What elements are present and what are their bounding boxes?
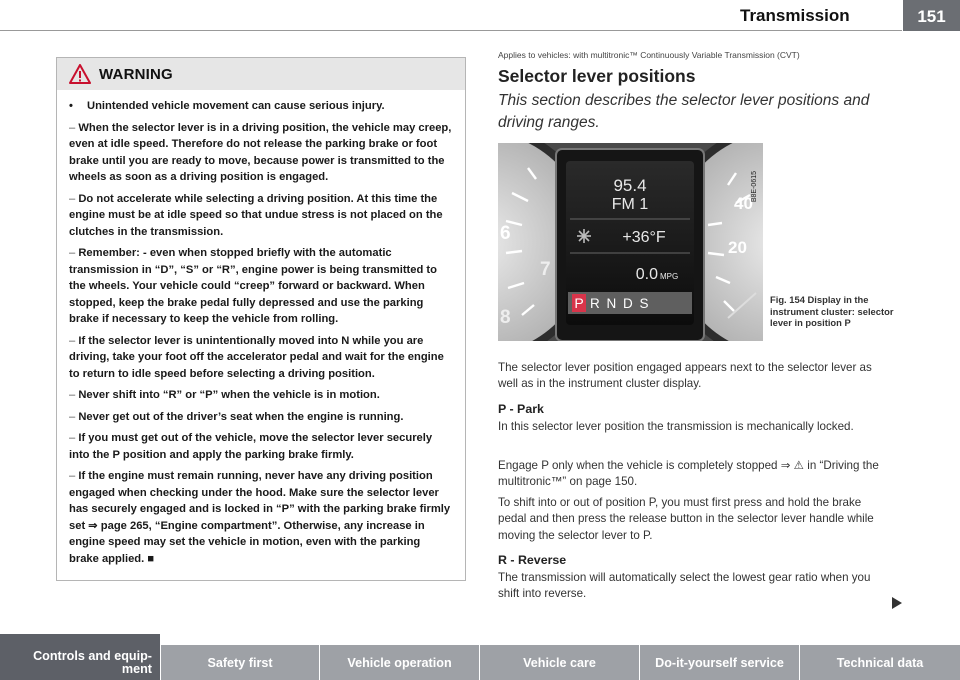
section-title: Selector lever positions xyxy=(498,66,696,86)
warning-box xyxy=(56,57,466,581)
tab-controls-and-equipment[interactable] xyxy=(0,634,160,680)
radio-station: FM 1 xyxy=(611,196,649,213)
tab-do-it-yourself-service[interactable]: Do-it-yourself service xyxy=(640,645,799,680)
tab-label: ment xyxy=(121,662,152,676)
applies-to: Applies to vehicles: with multitronic™ Continuously Variable Transmission (CVT) xyxy=(498,50,800,60)
cluster-illustration xyxy=(498,143,763,341)
warning-body xyxy=(57,90,465,567)
subheading-park: P - Park xyxy=(498,402,544,416)
fuel-economy-value: 0.0 xyxy=(635,266,658,283)
footer-nav xyxy=(0,634,960,680)
warning-header xyxy=(57,58,465,90)
body-paragraph: The transmission will automatically select the lowest gear ratio when you shift into reverse. xyxy=(498,571,871,601)
gauge-label-40: 40 xyxy=(734,194,753,213)
tab-technical-data[interactable]: Technical data xyxy=(800,645,960,680)
section-intro: This section describes the selector lever positions and driving ranges. xyxy=(498,92,870,131)
warning-title: WARNING xyxy=(99,65,173,83)
tab-vehicle-care[interactable]: Vehicle care xyxy=(480,645,639,680)
gauge-label-8: 8 xyxy=(500,307,511,328)
outside-temperature: +36°F xyxy=(622,229,666,246)
warning-item: – When the selector lever is in a driving position, the vehicle may creep, even at idle speed. Therefore do not release the parking brake or foot brake until you are ready to move, because power is transmitted to the wheels as soon as a driving position is engaged. xyxy=(69,121,452,183)
warning-item: – Never shift into “R” or “P” when the vehicle is in motion. xyxy=(69,389,380,401)
radio-frequency: 95.4 xyxy=(613,176,647,195)
body-paragraph: The selector lever position engaged appears next to the selector lever as well as in the instrument cluster display. xyxy=(498,361,872,391)
warning-item: – If the selector lever is unintentionally moved into N while you are driving, take your foot off the accelerator pedal and wait for the engine to return to idle speed before selecting a driving position. xyxy=(69,334,444,380)
continue-arrow-icon xyxy=(892,597,902,609)
subheading-reverse: R - Reverse xyxy=(498,553,567,567)
warning-item: – Remember: - even when stopped briefly with the automatic transmission in “D”, “S” or “R”, engine power is being transmitted to the wheels. Your vehicle could “creep” forward or backward. When stopped, keep the brake pedal fully depressed and use the parking brake if necessary to keep the vehicle from rolling. xyxy=(69,247,437,325)
warning-item: – Do not accelerate while selecting a driving position. At this time the engine must be at idle speed so that undue stress is not placed on the clutches in the transmission. xyxy=(69,192,443,238)
figure-caption: Fig. 154 Display in the instrument cluster: selector lever in position P xyxy=(770,294,894,328)
body-paragraph: In this selector lever position the transmission is mechanically locked. xyxy=(498,420,854,433)
chapter-title: Transmission xyxy=(740,6,850,25)
figure-code: B8E-0615 xyxy=(751,171,758,203)
header-rule xyxy=(0,30,902,31)
tab-vehicle-operation[interactable]: Vehicle operation xyxy=(320,645,479,680)
warning-item: – Never get out of the driver’s seat when the engine is running. xyxy=(69,410,404,423)
warning-triangle-icon xyxy=(69,64,91,84)
body-paragraph: Engage P only when the vehicle is completely stopped ⇒ ⚠ in “Driving the multitronic™” on page 150. xyxy=(498,459,879,489)
page-number: 151 xyxy=(903,0,960,31)
body-paragraph: To shift into or out of position P, you must first press and hold the brake pedal and then press the release button in the selector lever handle while moving the selector lever to P. xyxy=(498,496,874,542)
warning-item: – If you must get out of the vehicle, move the selector lever securely into the P position and apply the parking brake firmly. xyxy=(69,432,433,461)
warning-item: – If the engine must remain running, never have any driving position engaged when checking under the hood. Make sure the selector lever has securely engaged and is locked in “P” with the parking brake firmly set ⇒ page 265, “Engine compartment”. Otherwise, any increase in engine speed may set the vehicle in motion, even with the parking brake applied. ■ xyxy=(69,470,451,565)
tab-label: Controls and equip- xyxy=(33,649,152,663)
other-gears: R N D S xyxy=(590,296,651,311)
instrument-cluster-figure xyxy=(498,143,763,341)
gauge-label-7: 7 xyxy=(540,259,551,280)
selected-gear: P xyxy=(574,295,584,311)
snowflake-icon xyxy=(577,229,591,243)
warning-lead: Unintended vehicle movement can cause serious injury. xyxy=(87,100,385,112)
gauge-label-6: 6 xyxy=(500,223,511,244)
tab-safety-first[interactable]: Safety first xyxy=(161,645,319,680)
bullet-icon: • xyxy=(69,100,73,112)
gauge-label-20: 20 xyxy=(728,238,747,257)
fuel-economy-unit: MPG xyxy=(660,272,679,281)
